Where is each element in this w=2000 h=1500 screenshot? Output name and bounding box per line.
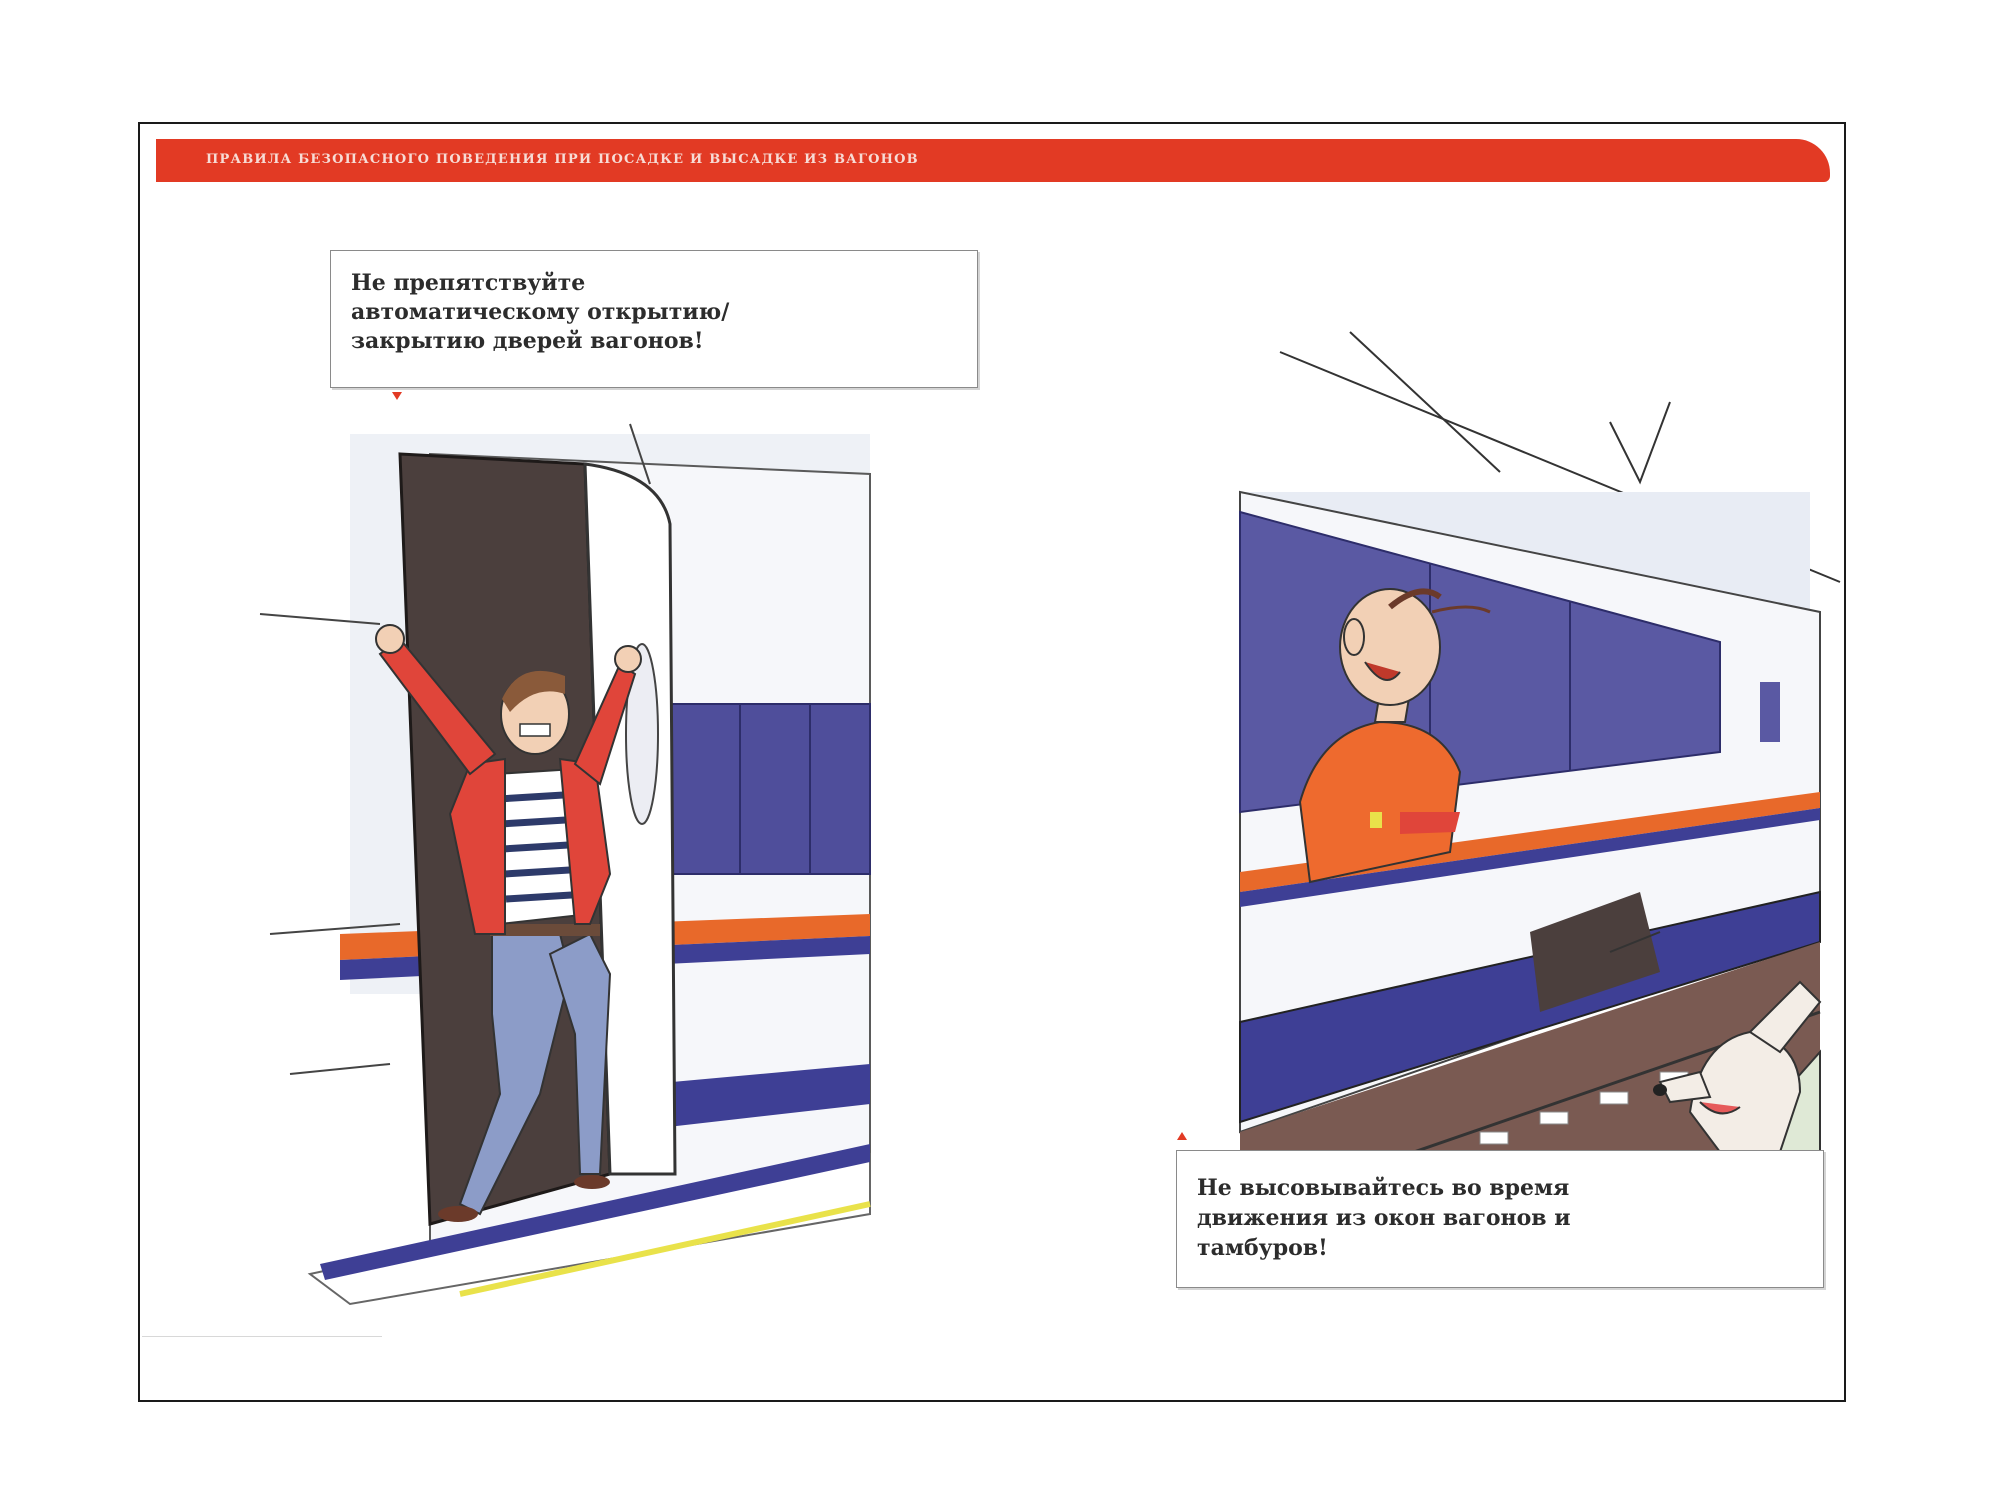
callout-window-pointer-icon — [1177, 1132, 1187, 1140]
callout-door-pointer-icon — [392, 392, 402, 400]
callout-window-line-2: движения из окон вагонов и — [1197, 1205, 1571, 1231]
callout-window-line-3: тамбуров! — [1197, 1235, 1328, 1261]
callout-window-rule — [1176, 1150, 1824, 1288]
callout-window-line-1: Не высовывайтесь во время — [1197, 1175, 1570, 1201]
callout-door-line-2: автоматическому открытию/ — [351, 299, 730, 325]
callout-door-line-1: Не препятствуйте — [351, 270, 586, 296]
callout-door-rule — [330, 250, 978, 388]
callout-door-line-3: закрытию дверей вагонов! — [351, 328, 704, 354]
man-blocking-train-door-illustration — [230, 414, 950, 1314]
header-title: ПРАВИЛА БЕЗОПАСНОГО ПОВЕДЕНИЯ ПРИ ПОСАДКЕ И ВЫСАДКЕ ИЗ ВАГОНОВ — [206, 152, 919, 167]
man-leaning-out-train-window-illustration — [1100, 252, 1846, 1252]
poster-page — [138, 122, 1846, 1402]
footer-divider — [142, 1336, 382, 1337]
header-banner — [156, 139, 1830, 182]
